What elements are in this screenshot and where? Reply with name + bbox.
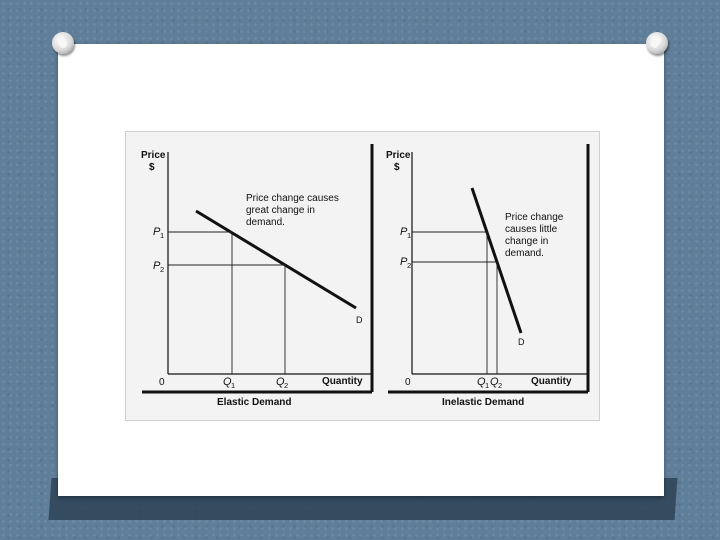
left-annotation-line-1: Price change causes: [246, 193, 339, 204]
left-annotation-line-3: demand.: [246, 217, 285, 228]
right-q1-subscript: 1: [485, 381, 490, 390]
right-x-axis-label: Quantity: [531, 376, 572, 387]
right-origin-label: 0: [405, 377, 411, 388]
right-p2-label: P: [400, 256, 408, 268]
right-chart-title: Inelastic Demand: [442, 397, 525, 408]
right-p1-subscript: 1: [407, 231, 412, 240]
pushpin-icon-right: [646, 32, 668, 54]
left-origin-label: 0: [159, 377, 165, 388]
right-annotation-line-3: change in: [505, 236, 549, 247]
elastic-demand-chart: [141, 144, 372, 408]
right-p1-label: P: [400, 226, 408, 238]
inelastic-demand-chart: [386, 144, 588, 408]
left-y-axis-unit: $: [149, 162, 155, 173]
inelastic-demand-curve: [472, 188, 521, 333]
left-x-axis-label: Quantity: [322, 376, 363, 387]
right-annotation-line-1: Price change: [505, 212, 564, 223]
right-q2-subscript: 2: [498, 381, 503, 390]
figure-canvas: [126, 132, 599, 420]
right-annotation-line-4: demand.: [505, 248, 544, 259]
right-q2-label: Q: [490, 376, 499, 388]
left-y-axis-label: Price: [141, 150, 166, 161]
left-chart-title: Elastic Demand: [217, 397, 292, 408]
right-q1-label: Q: [477, 376, 486, 388]
right-y-axis-unit: $: [394, 162, 400, 173]
left-p1-label: P: [153, 226, 161, 238]
pushpin-icon-left: [52, 32, 74, 54]
left-p2-subscript: 2: [160, 265, 165, 274]
right-annotation-line-2: causes little: [505, 224, 558, 235]
left-curve-label: D: [356, 315, 363, 325]
left-q2-label: Q: [276, 376, 285, 388]
left-annotation-line-2: great change in: [246, 205, 315, 216]
demand-elasticity-figure: [125, 131, 600, 421]
left-q1-label: Q: [223, 376, 232, 388]
right-p2-subscript: 2: [407, 261, 412, 270]
left-p2-label: P: [153, 260, 161, 272]
left-q2-subscript: 2: [284, 381, 289, 390]
right-curve-label: D: [518, 337, 525, 347]
left-p1-subscript: 1: [160, 231, 165, 240]
right-y-axis-label: Price: [386, 150, 411, 161]
left-q1-subscript: 1: [231, 381, 236, 390]
